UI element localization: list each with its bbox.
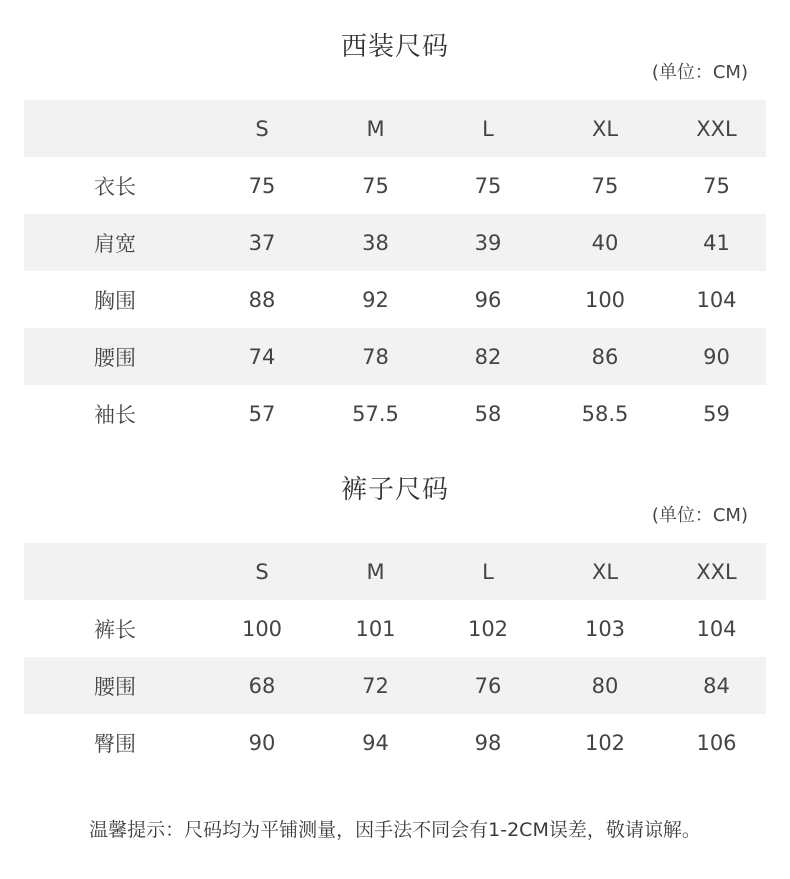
table-cell: 57.5 bbox=[352, 401, 399, 426]
table-cell: 75 bbox=[248, 173, 276, 198]
header-cell bbox=[24, 543, 206, 600]
table-cell: 75 bbox=[591, 173, 619, 198]
table-cell: 40 bbox=[591, 230, 619, 255]
pants-size-title: 裤子尺码 bbox=[340, 475, 449, 505]
table-cell: 86 bbox=[591, 344, 619, 369]
table-cell: 74 bbox=[248, 344, 276, 369]
size-note: 温馨提示：尺码均为平铺测量，因手法不同会有1-2CM误差，敬请谅解。 bbox=[89, 819, 701, 841]
table-cell: 102 bbox=[584, 730, 626, 755]
suit-size-table bbox=[24, 100, 766, 442]
table-cell: 90 bbox=[703, 344, 730, 369]
table-cell: 38 bbox=[362, 230, 389, 255]
table-cell: 102 bbox=[467, 616, 509, 641]
table-cell: 106 bbox=[696, 730, 737, 755]
header-cell: M bbox=[366, 116, 385, 141]
row-label: 腰围 bbox=[94, 674, 136, 699]
table-cell: 39 bbox=[474, 230, 502, 255]
table-cell: 101 bbox=[355, 616, 396, 641]
row-label: 腰围 bbox=[94, 345, 136, 370]
table-row bbox=[24, 328, 766, 385]
table-cell: 92 bbox=[362, 287, 389, 312]
table-row bbox=[24, 714, 766, 771]
header-cell: M bbox=[366, 559, 385, 584]
table-cell: 75 bbox=[362, 173, 389, 198]
table-cell: 41 bbox=[703, 230, 730, 255]
row-label: 胸围 bbox=[94, 288, 136, 313]
pants-size-table bbox=[24, 543, 766, 771]
row-label: 衣长 bbox=[94, 174, 136, 199]
table-cell: 100 bbox=[241, 616, 283, 641]
table-cell: 59 bbox=[703, 401, 730, 426]
header-cell: XL bbox=[591, 116, 619, 141]
table-cell: 98 bbox=[474, 730, 502, 755]
header-cell: XXL bbox=[696, 559, 737, 584]
table-cell: 75 bbox=[703, 173, 730, 198]
table-cell: 82 bbox=[474, 344, 502, 369]
table-header-row bbox=[24, 100, 766, 157]
table-cell: 75 bbox=[474, 173, 502, 198]
header-cell: S bbox=[255, 116, 269, 141]
header-cell: XL bbox=[591, 559, 619, 584]
header-cell bbox=[24, 100, 206, 157]
header-cell: L bbox=[482, 116, 494, 141]
table-row bbox=[24, 385, 766, 442]
table-cell: 76 bbox=[474, 673, 502, 698]
table-cell: 78 bbox=[362, 344, 389, 369]
suit-size-title: 西装尺码 bbox=[340, 32, 449, 62]
table-header-row bbox=[24, 543, 766, 600]
table-row bbox=[24, 600, 766, 657]
row-label: 臀围 bbox=[94, 731, 136, 756]
table-cell: 58.5 bbox=[581, 401, 629, 426]
row-label: 裤长 bbox=[94, 617, 136, 642]
header-cell: L bbox=[482, 559, 494, 584]
table-row bbox=[24, 157, 766, 214]
table-cell: 68 bbox=[248, 673, 276, 698]
table-cell: 103 bbox=[584, 616, 626, 641]
table-cell: 58 bbox=[474, 401, 502, 426]
header-cell: S bbox=[255, 559, 269, 584]
table-cell: 88 bbox=[248, 287, 276, 312]
suit-unit-label: (单位：CM) bbox=[651, 62, 748, 83]
table-cell: 72 bbox=[362, 673, 389, 698]
table-row bbox=[24, 214, 766, 271]
table-cell: 100 bbox=[584, 287, 626, 312]
header-cell: XXL bbox=[696, 116, 737, 141]
table-cell: 37 bbox=[248, 230, 276, 255]
table-cell: 80 bbox=[591, 673, 619, 698]
table-cell: 90 bbox=[248, 730, 276, 755]
table-row bbox=[24, 657, 766, 714]
row-label: 肩宽 bbox=[94, 231, 136, 256]
pants-unit-label: (单位：CM) bbox=[651, 505, 748, 526]
table-cell: 104 bbox=[696, 287, 737, 312]
row-label: 袖长 bbox=[94, 402, 136, 427]
table-cell: 104 bbox=[696, 616, 737, 641]
table-cell: 94 bbox=[362, 730, 389, 755]
table-cell: 84 bbox=[703, 673, 730, 698]
table-cell: 57 bbox=[248, 401, 276, 426]
table-row bbox=[24, 271, 766, 328]
table-cell: 96 bbox=[474, 287, 502, 312]
